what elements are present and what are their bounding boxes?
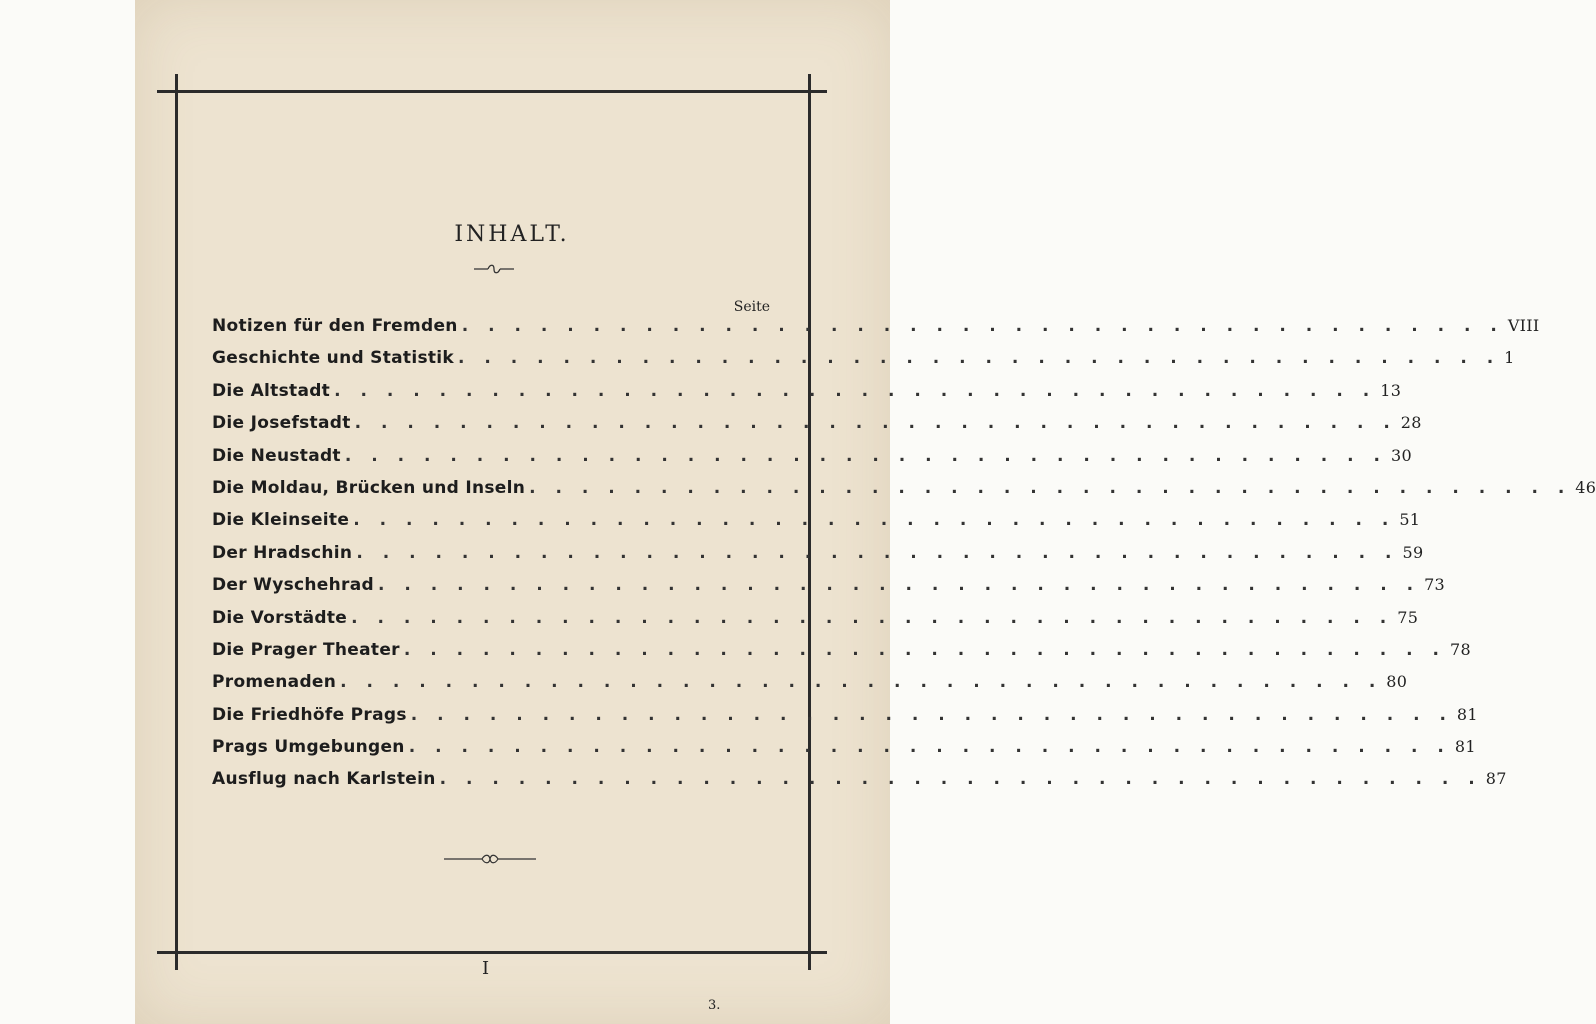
toc-entry [212,413,1422,445]
toc-entry-page: 13 [1380,380,1402,400]
toc-entry-title: Promenaden [212,672,337,693]
toc-entry-title: Die Altstadt [212,380,331,401]
toc-entry [212,316,1540,348]
toc-entry-title: Die Vorstädte [212,607,348,628]
page-column-label: Seite [733,299,770,315]
toc-entry-title: Die Moldau, Brücken und Inseln [212,477,526,498]
frame-top-rule [157,90,827,93]
toc-entry-page: VIII [1507,316,1540,335]
toc-entry-page: 59 [1402,542,1424,562]
toc-entry-title: Geschichte und Statistik [212,348,455,369]
frame-corner-tick [175,74,178,90]
frame-bottom-rule [157,951,827,954]
toc-entry [212,737,1476,769]
toc-entry-title: Der Hradschin [212,542,353,563]
toc-leader-dots: . . . . . . . . . . . . . . . . . . . . . . . . . . . . . . . . . . . . . . . . [410,704,1453,725]
toc-entry-title: Die Prager Theater [212,639,400,660]
toc-entry-page: 78 [1449,639,1471,659]
frame-corner-tick [175,954,178,970]
toc-leader-dots: . . . . . . . . . . . . . . . . . . . . . . . . . . . . . . . . . . . . . . . . [340,672,1383,693]
toc-leader-dots: . . . . . . . . . . . . . . . . . . . . . . . . . . . . . . . . . . . . . . . . [403,639,1446,660]
toc-entry-page: 81 [1456,704,1478,724]
toc-entry-title: Die Neustadt [212,445,341,466]
toc-leader-dots: . . . . . . . . . . . . . . . . . . . . . . . . . . . . . . . . . . . . . . . . [356,542,1399,563]
toc-entry [212,639,1471,672]
toc-leader-dots: . . . . . . . . . . . . . . . . . . . . . . . . . . . . . . . . . . . . . . . . [439,769,1482,790]
toc-leader-dots: . . . . . . . . . . . . . . . . . . . . . . . . . . . . . . . . . . . . . . . . [377,575,1421,596]
toc-entry-page: 87 [1485,769,1507,789]
toc-entry-title: Notizen für den Fremden [212,316,458,336]
toc-entry [212,575,1446,607]
toc-leader-dots: . . . . . . . . . . . . . . . . . . . . . . . . . . . . . . . . . . . . . . . . [344,445,1387,466]
toc-entry [212,704,1478,737]
toc-entry [212,348,1515,380]
toc-entry [212,607,1419,640]
toc-leader-dots: . . . . . . . . . . . . . . . . . . . . . . . . . . . . . . . . . . . . . . . . [461,316,1504,336]
toc-entry [212,542,1424,575]
toc-entry-title: Die Josefstadt [212,413,351,434]
toc-entry [212,510,1421,542]
toc-leader-dots: . . . . . . . . . . . . . . . . . . . . . . . . . . . . . . . . . . . . . . . . [408,737,1451,758]
toc-leader-dots: . . . . . . . . . . . . . . . . . . . . . . . . . . . . . . . . . . . . . . . . [529,477,1572,498]
page-title: INHALT. [454,222,570,247]
toc-leader-dots: . . . . . . . . . . . . . . . . . . . . . . . . . . . . . . . . . . . . . . . . [334,380,1377,401]
toc-entry-title: Die Friedhöfe Prags [212,704,407,725]
toc-entry-page: 46 [1575,477,1596,497]
end-ornament [442,852,538,866]
toc-entry [212,672,1408,704]
toc-leader-dots: . . . . . . . . . . . . . . . . . . . . . . . . . . . . . . . . . . . . . . . . [353,510,1396,531]
frame-left-rule [175,90,178,954]
frame-corner-tick [808,954,811,970]
toc-entry [212,477,1596,510]
toc-entry-page: 30 [1391,445,1412,465]
toc-entry-page: 1 [1504,348,1515,368]
toc-entry-page: 81 [1454,737,1476,757]
signature-mark: 3. [708,998,721,1013]
toc-entry-page: 80 [1386,672,1408,692]
page-number: I [482,958,490,979]
toc-entry [212,769,1507,801]
title-ornament [472,263,516,275]
toc-leader-dots: . . . . . . . . . . . . . . . . . . . . . . . . . . . . . . . . . . . . . . . . [354,413,1397,434]
toc-entry-page: 73 [1424,575,1446,595]
toc-entry [212,445,1412,478]
frame-corner-tick [808,74,811,90]
toc-entry [212,380,1402,413]
toc-entry-title: Der Wyschehrad [212,575,374,596]
toc-entry-page: 75 [1397,607,1419,627]
toc-leader-dots: . . . . . . . . . . . . . . . . . . . . . . . . . . . . . . . . . . . . . . . . [458,348,1501,369]
table-of-contents [212,316,1596,802]
toc-leader-dots: . . . . . . . . . . . . . . . . . . . . . . . . . . . . . . . . . . . . . . . . [351,607,1394,628]
toc-entry-title: Prags Umgebungen [212,737,405,758]
toc-entry-page: 28 [1400,413,1422,433]
toc-entry-title: Ausflug nach Karlstein [212,769,436,790]
toc-entry-title: Die Kleinseite [212,510,350,531]
toc-entry-page: 51 [1399,510,1421,530]
